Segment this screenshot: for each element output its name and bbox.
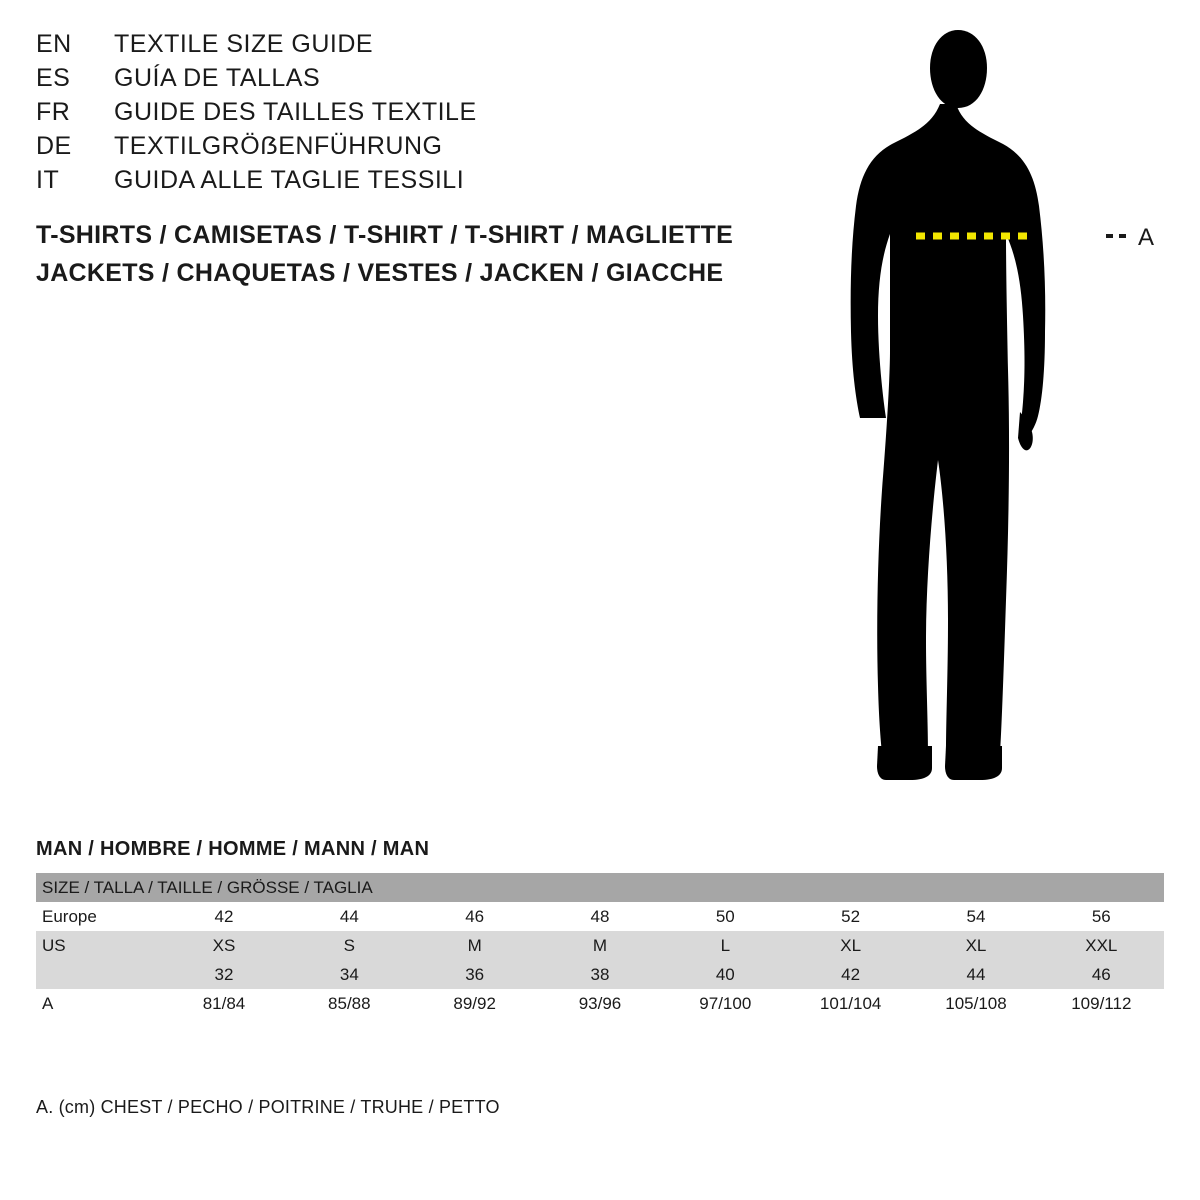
category-tshirts: T-SHIRTS / CAMISETAS / T-SHIRT / T-SHIRT / MAGLIETTE	[36, 221, 734, 249]
language-row	[36, 98, 756, 132]
row-label: US	[36, 931, 161, 960]
language-code: FR	[36, 98, 71, 126]
cell: XL	[913, 931, 1038, 960]
row-label: A	[36, 989, 161, 1018]
table-row	[36, 989, 1164, 1018]
garment-category-block	[36, 216, 796, 292]
cell: 40	[663, 960, 788, 989]
size-table-section	[36, 838, 1164, 1018]
cell: 32	[161, 960, 286, 989]
language-header-block	[36, 30, 756, 200]
table-row	[36, 931, 1164, 960]
table-row	[36, 960, 1164, 989]
language-title: TEXTILE SIZE GUIDE	[114, 30, 374, 58]
language-code: EN	[36, 30, 72, 58]
cell: 105/108	[913, 989, 1038, 1018]
language-title: TEXTILGRÖẞENFÜHRUNG	[114, 132, 443, 160]
language-row	[36, 132, 756, 166]
cell: 50	[663, 902, 788, 931]
language-code: DE	[36, 132, 72, 160]
cell: 85/88	[287, 989, 412, 1018]
row-label: Europe	[36, 902, 161, 931]
language-row	[36, 64, 756, 98]
cell: S	[287, 931, 412, 960]
table-header-row	[36, 873, 1164, 902]
language-title: GUIDE DES TAILLES TEXTILE	[114, 98, 477, 126]
measurement-footnote: A. (cm) CHEST / PECHO / POITRINE / TRUHE / PETTO	[36, 1097, 500, 1117]
cell: 93/96	[537, 989, 662, 1018]
cell: M	[537, 931, 662, 960]
cell: XS	[161, 931, 286, 960]
language-title: GUÍA DE TALLAS	[114, 64, 321, 92]
cell: 46	[412, 902, 537, 931]
language-row	[36, 30, 756, 64]
cell: 97/100	[663, 989, 788, 1018]
body-silhouette-figure	[820, 20, 1180, 790]
cell: M	[412, 931, 537, 960]
size-table	[36, 873, 1164, 1018]
language-row	[36, 166, 756, 200]
table-row	[36, 902, 1164, 931]
cell: XL	[788, 931, 913, 960]
language-code: ES	[36, 64, 71, 92]
cell: 46	[1039, 960, 1164, 989]
cell: 42	[788, 960, 913, 989]
cell: 42	[161, 902, 286, 931]
cell: 54	[913, 902, 1038, 931]
cell: 52	[788, 902, 913, 931]
cell: 44	[287, 902, 412, 931]
cell: L	[663, 931, 788, 960]
language-title: GUIDA ALLE TAGLIE TESSILI	[114, 166, 465, 194]
cell: 36	[412, 960, 537, 989]
cell: 38	[537, 960, 662, 989]
table-section-title: MAN / HOMBRE / HOMME / MANN / MAN	[36, 838, 430, 860]
table-header-label: SIZE / TALLA / TAILLE / GRÖSSE / TAGLIA	[36, 873, 1164, 902]
cell: 101/104	[788, 989, 913, 1018]
cell: 48	[537, 902, 662, 931]
cell: 56	[1039, 902, 1164, 931]
cell: 34	[287, 960, 412, 989]
category-jackets: JACKETS / CHAQUETAS / VESTES / JACKEN / GIACCHE	[36, 259, 724, 287]
chest-measure-label: A	[1138, 224, 1155, 251]
cell: 109/112	[1039, 989, 1164, 1018]
language-code: IT	[36, 166, 60, 194]
row-label	[36, 960, 161, 989]
cell: XXL	[1039, 931, 1164, 960]
man-silhouette-icon	[851, 30, 1130, 780]
cell: 44	[913, 960, 1038, 989]
cell: 81/84	[161, 989, 286, 1018]
cell: 89/92	[412, 989, 537, 1018]
